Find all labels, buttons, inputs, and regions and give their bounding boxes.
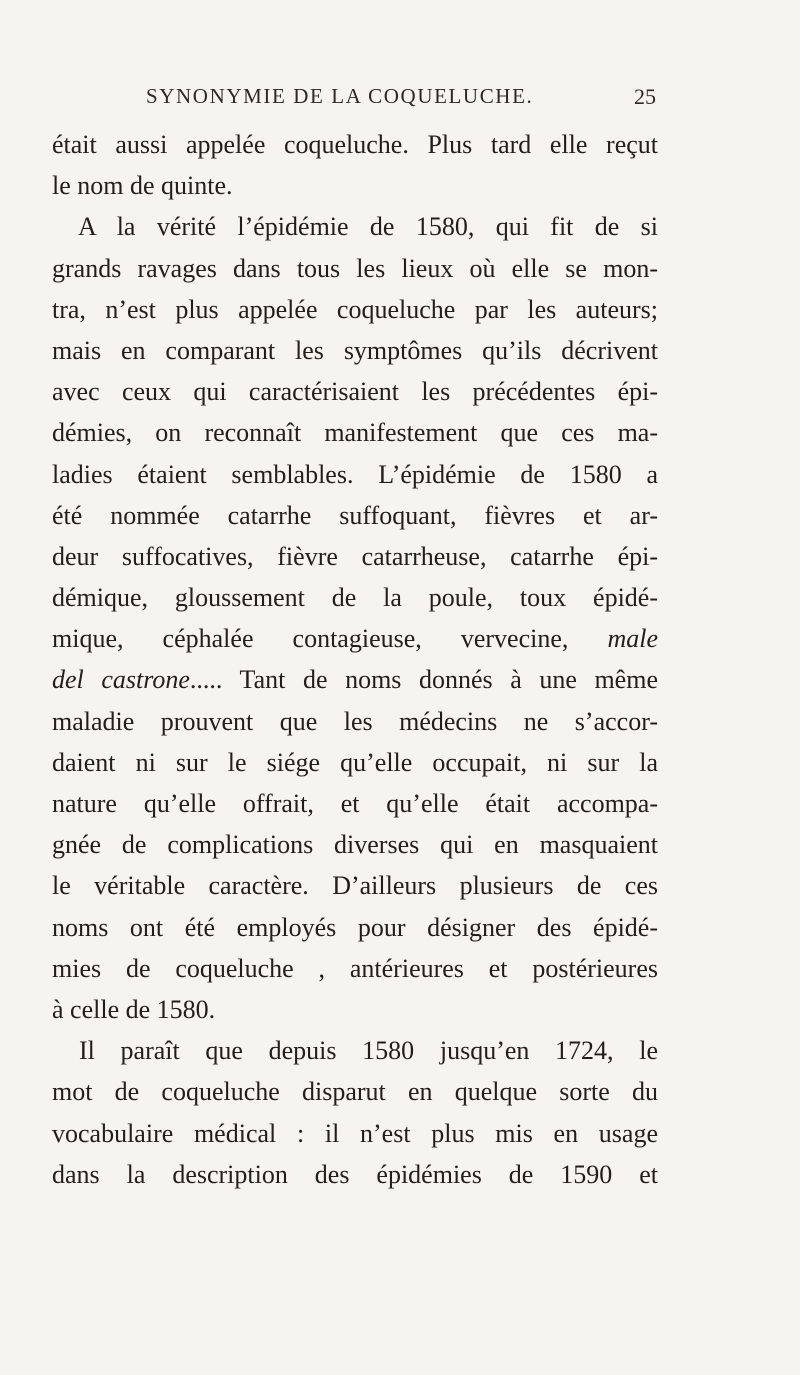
text-line: mot de coqueluche disparut en quelque sorte du <box>52 1077 658 1107</box>
page-number: 25 <box>634 84 656 109</box>
text-line: daient ni sur le siége qu’elle occupait, ni sur la <box>52 747 658 777</box>
text-line: maladie prouvent que les médecins ne s’accor- <box>52 706 658 736</box>
text-line: grands ravages dans tous les lieux où elle se mon- <box>52 253 658 283</box>
running-title: SYNONYMIE DE LA COQUELUCHE. <box>146 84 534 108</box>
body-text <box>52 124 658 1195</box>
text-line: le véritable caractère. D’ailleurs plusieurs de ces <box>52 871 658 901</box>
text-line: vocabulaire médical : il n’est plus mis en usage <box>52 1118 658 1148</box>
text-line: était aussi appelée coqueluche. Plus tard elle reçut <box>52 130 658 159</box>
text-line: noms ont été employés pour désigner des épidé- <box>52 912 658 942</box>
text-line: ladies étaient semblables. L’épidémie de 1580 a <box>52 459 658 489</box>
text-line: deur suffocatives, fièvre catarrheuse, catarrhe épi- <box>52 541 658 571</box>
running-head <box>146 84 656 114</box>
text-line: A la vérité l’épidémie de 1580, qui fit de si <box>78 212 658 242</box>
text-line: à celle de 1580. <box>52 994 216 1024</box>
text-line: été nommée catarrhe suffoquant, fièvres et ar- <box>52 500 658 530</box>
text-line: mique, céphalée contagieuse, vervecine, male <box>52 624 659 654</box>
text-line: gnée de complications diverses qui en masquaient <box>52 830 658 860</box>
text-line: démies, on reconnaît manifestement que ces ma- <box>52 418 658 448</box>
text-line: mies de coqueluche , antérieures et postérieures <box>52 953 658 983</box>
text-line: démique, gloussement de la poule, toux épidé- <box>52 583 658 613</box>
text-line: avec ceux qui caractérisaient les précédentes épi- <box>52 377 658 407</box>
text-line: dans la description des épidémies de 1590 et <box>52 1159 658 1189</box>
text-line: le nom de quinte. <box>52 171 233 201</box>
text-line: Il paraît que depuis 1580 jusqu’en 1724, le <box>79 1036 658 1066</box>
text-line: nature qu’elle offrait, et qu’elle était accompa- <box>52 789 658 818</box>
text-line: del castrone..... Tant de noms donnés à une même <box>52 665 658 695</box>
text-line: tra, n’est plus appelée coqueluche par les auteurs; <box>52 294 658 324</box>
text-line: mais en comparant les symptômes qu’ils décrivent <box>52 335 658 365</box>
